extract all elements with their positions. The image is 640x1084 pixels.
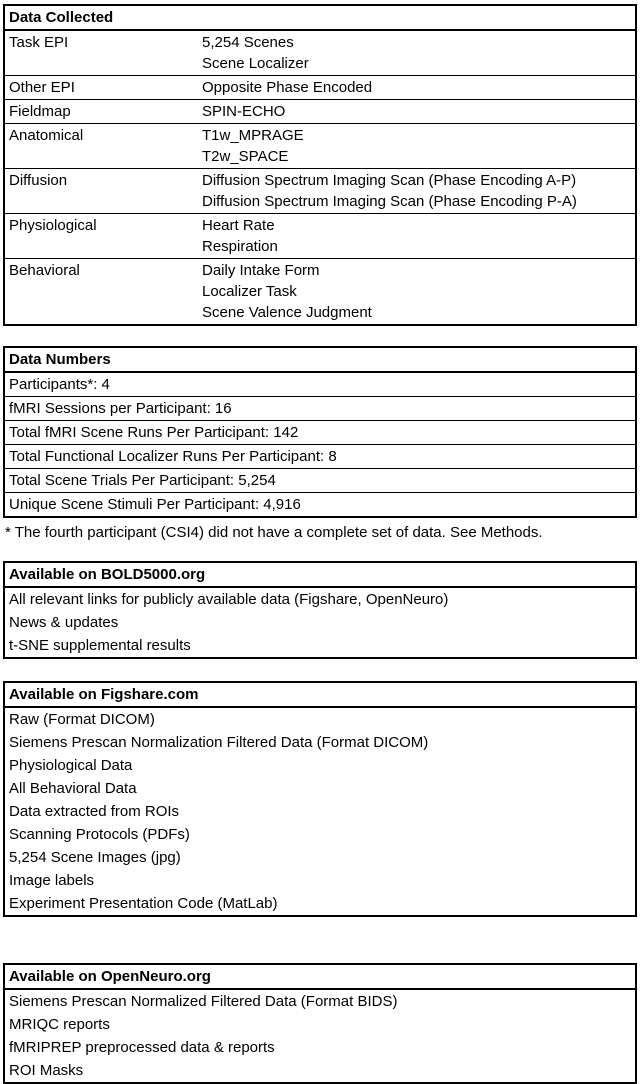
item-line: Heart Rate: [202, 217, 275, 234]
table-row: All Behavioral Data: [9, 780, 137, 797]
item-line: Opposite Phase Encoded: [202, 79, 373, 96]
table-row: Participants*: 4: [5, 373, 635, 397]
table-row: Experiment Presentation Code (MatLab): [9, 895, 278, 912]
table-row: Image labels: [9, 872, 95, 889]
items-cell: [202, 214, 635, 258]
table-row: MRIQC reports: [9, 1016, 110, 1033]
items-cell: [202, 100, 635, 123]
table-row: [5, 259, 635, 324]
bold5000-table: [3, 561, 637, 659]
figshare-table: [3, 681, 637, 917]
item-line: Scene Localizer: [202, 55, 309, 72]
table-row: Total Functional Localizer Runs Per Participant: 8: [5, 445, 635, 469]
table-row: [5, 76, 635, 100]
item-line: T1w_MPRAGE: [202, 127, 304, 144]
item-line: T2w_SPACE: [202, 148, 289, 165]
table-title: Available on OpenNeuro.org: [5, 965, 635, 990]
table-title: Data Collected: [5, 6, 635, 31]
items-cell: [202, 259, 635, 324]
table-row: t-SNE supplemental results: [9, 637, 191, 654]
table-row: Data extracted from ROIs: [9, 803, 180, 820]
items-cell: [202, 169, 635, 213]
table-row: Physiological Data: [9, 757, 133, 774]
table-row: All relevant links for publicly available data (Figshare, OpenNeuro): [9, 591, 449, 608]
table-row: Raw (Format DICOM): [9, 711, 155, 728]
table-row: 5,254 Scene Images (jpg): [9, 849, 181, 866]
item-line: Daily Intake Form: [202, 262, 320, 279]
item-line: SPIN-ECHO: [202, 103, 286, 120]
category-cell: Fieldmap: [9, 103, 71, 120]
data-numbers-section: [3, 346, 637, 543]
item-line: Respiration: [202, 238, 278, 255]
data-collected-table: [3, 4, 637, 326]
table-row: Unique Scene Stimuli Per Participant: 4,916: [9, 496, 301, 513]
category-cell: Task EPI: [9, 34, 69, 51]
table-row: [5, 169, 635, 214]
table-row: fMRI Sessions per Participant: 16: [5, 397, 635, 421]
table-row: Siemens Prescan Normalization Filtered Data (Format DICOM): [9, 734, 429, 751]
item-line: Diffusion Spectrum Imaging Scan (Phase Encoding A-P): [202, 172, 577, 189]
item-line: Scene Valence Judgment: [202, 304, 372, 321]
footnote: * The fourth participant (CSI4) did not have a complete set of data. See Methods.: [5, 524, 543, 541]
table-row: [5, 31, 635, 76]
table-row: fMRIPREP preprocessed data & reports: [9, 1039, 275, 1056]
table-row: Siemens Prescan Normalized Filtered Data (Format BIDS): [9, 993, 398, 1010]
table-row: Scanning Protocols (PDFs): [9, 826, 190, 843]
item-line: Localizer Task: [202, 283, 297, 300]
category-cell: Other EPI: [9, 79, 75, 96]
item-line: Diffusion Spectrum Imaging Scan (Phase Encoding P-A): [202, 193, 577, 210]
items-cell: [202, 31, 635, 75]
table-title: Data Numbers: [5, 348, 635, 373]
category-cell: Behavioral: [9, 262, 80, 279]
table-title: Available on Figshare.com: [5, 683, 635, 708]
table-row: [5, 100, 635, 124]
table-row: Total fMRI Scene Runs Per Participant: 142: [5, 421, 635, 445]
items-cell: [202, 76, 635, 99]
table-row: [5, 214, 635, 259]
item-line: 5,254 Scenes: [202, 34, 294, 51]
table-row: Total Scene Trials Per Participant: 5,254: [5, 469, 635, 493]
table-title: Available on BOLD5000.org: [5, 563, 635, 588]
category-cell: Diffusion: [9, 172, 68, 189]
data-numbers-table: [3, 346, 637, 518]
items-cell: [202, 124, 635, 168]
table-row: [5, 124, 635, 169]
category-cell: Physiological: [9, 217, 97, 234]
table-row: ROI Masks: [9, 1062, 84, 1079]
table-row: News & updates: [9, 614, 119, 631]
openneuro-table: [3, 963, 637, 1084]
category-cell: Anatomical: [9, 127, 84, 144]
